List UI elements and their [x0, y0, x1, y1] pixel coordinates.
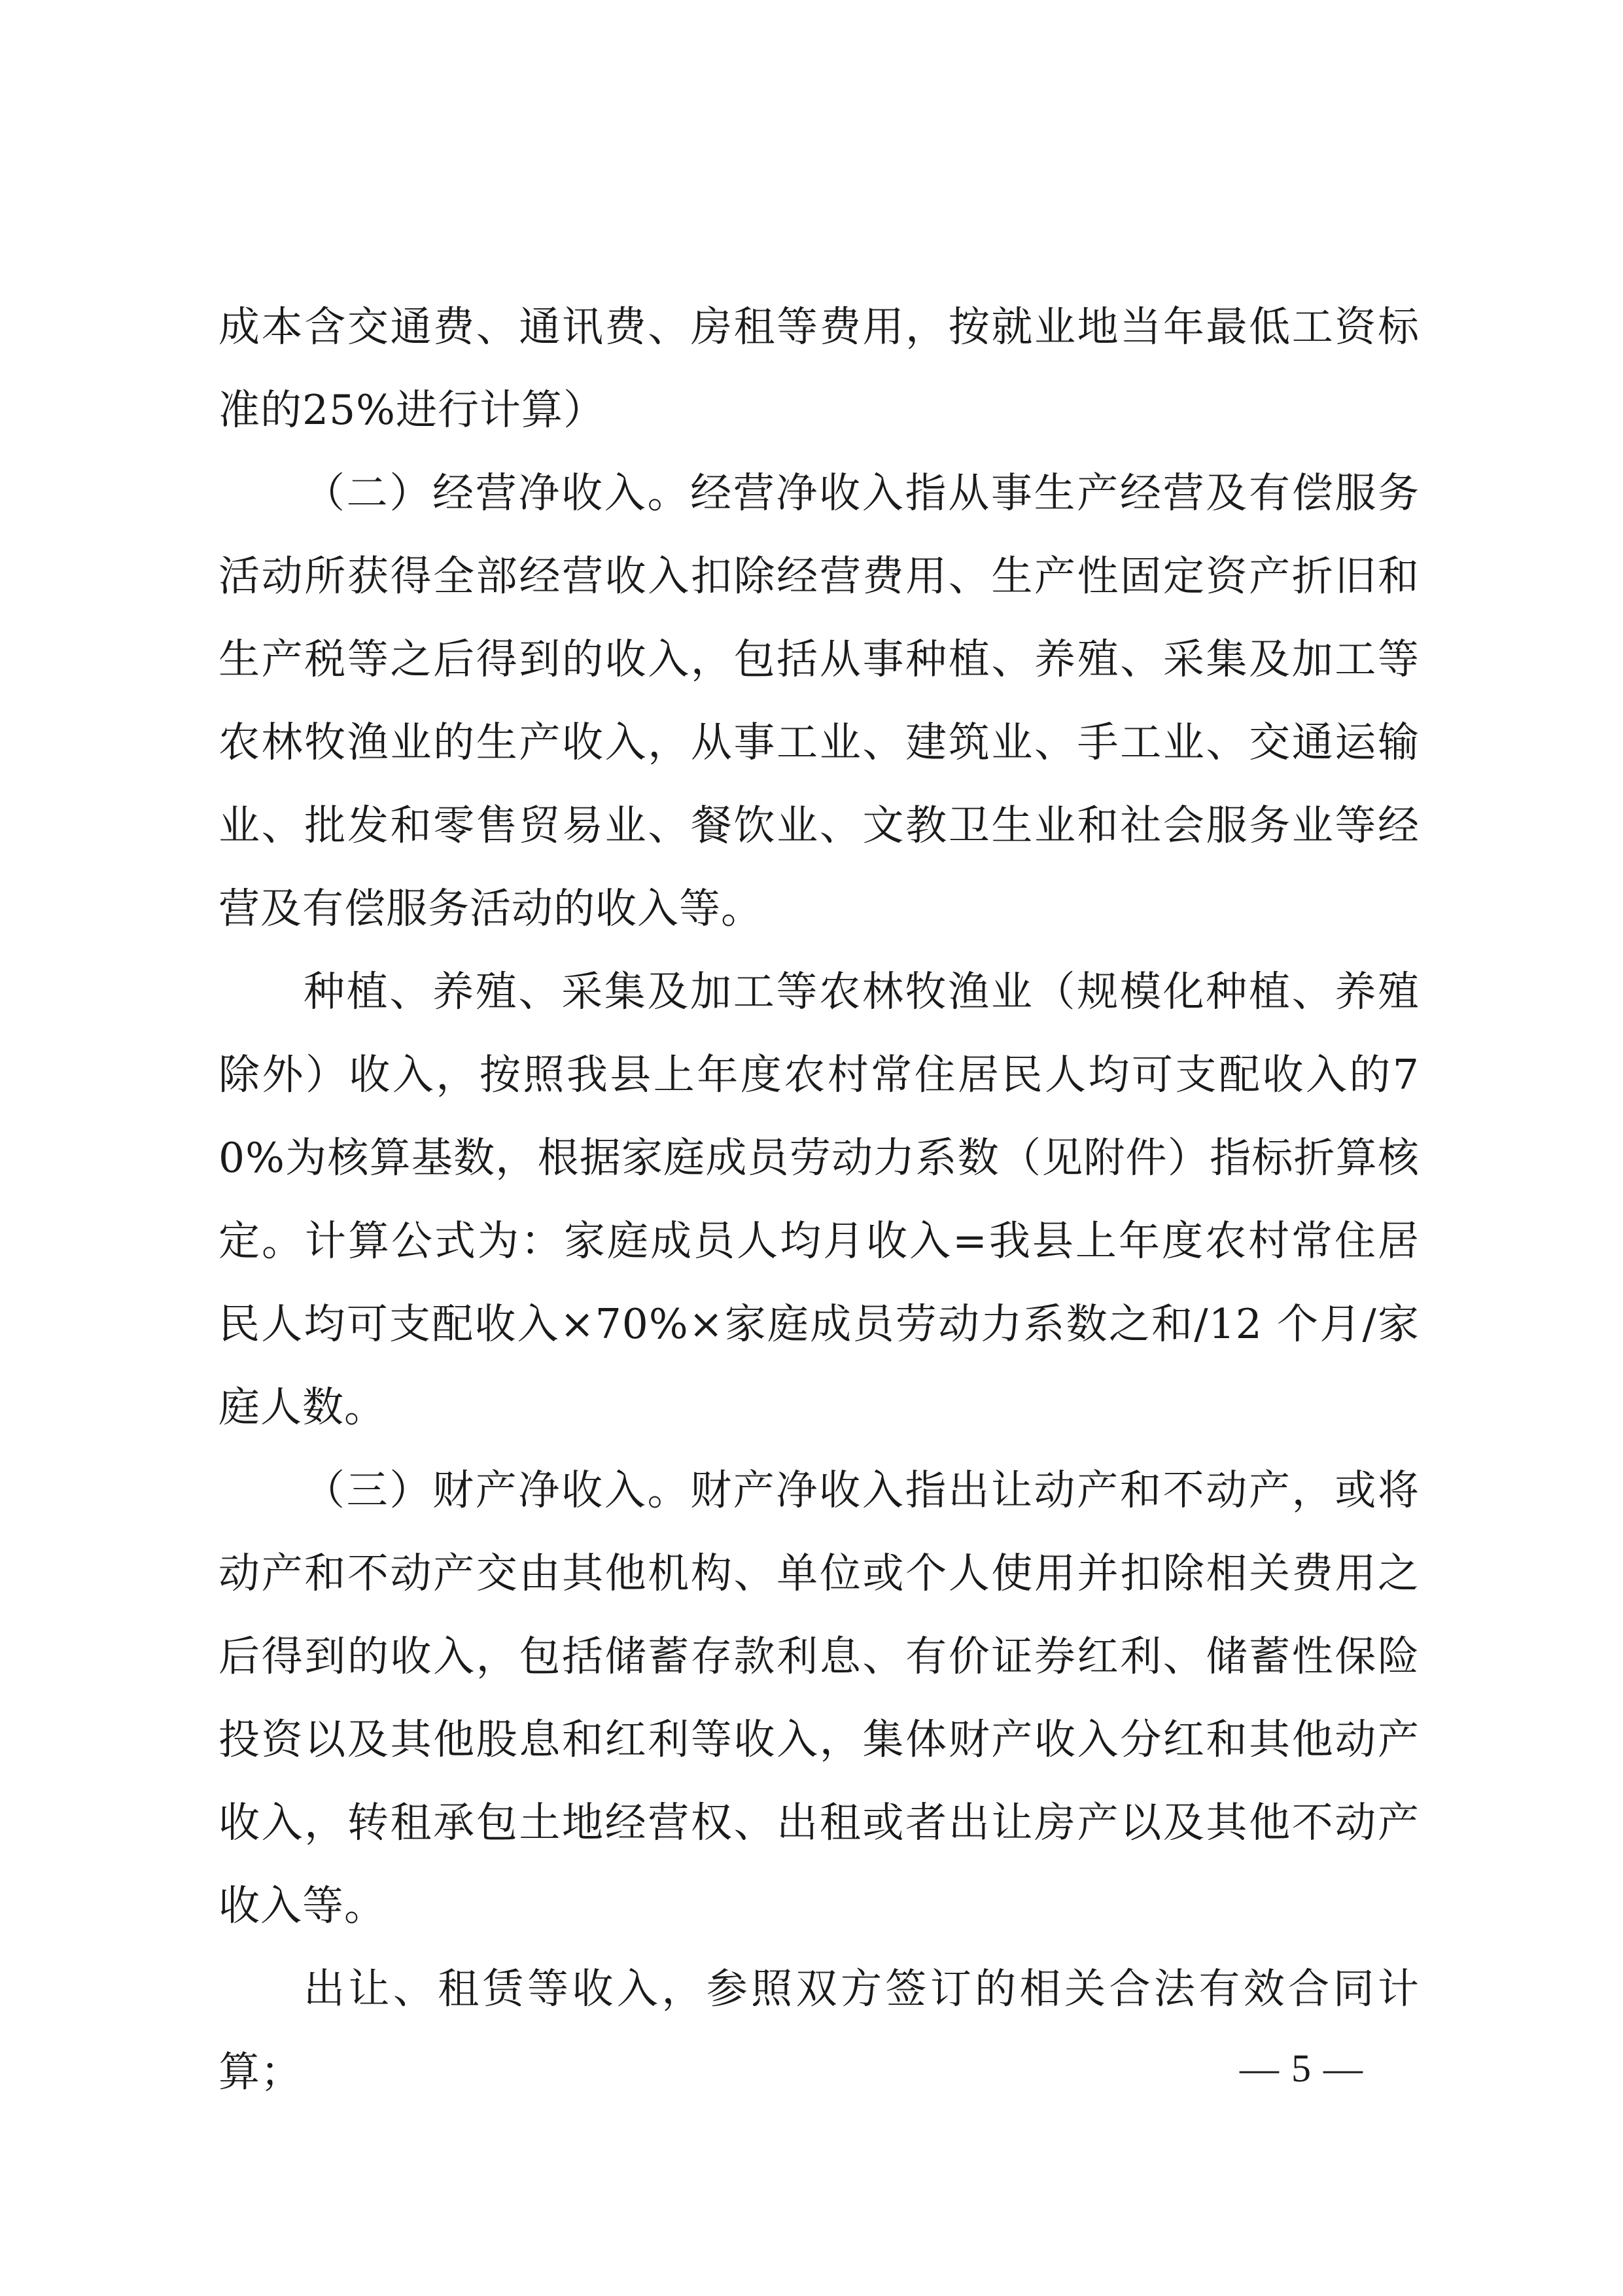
body-text — [218, 285, 1420, 2113]
paragraph-continuation: 成本含交通费、通讯费、房租等费用，按就业地当年最低工资标准的25%进行计算） — [218, 303, 1420, 434]
paragraph-operating-income: （二）经营净收入。经营净收入指从事生产经营及有偿服务活动所获得全部经营收入扣除经营费用、生产性固定资产折旧和生产税等之后得到的收入，包括从事种植、养殖、采集及加工等农林牧渔业的生产收入，从事工业、建筑业、手工业、交通运输业、批发和零售贸易业、餐饮业、文教卫生业和社会服务业等经营及有偿服务活动的收入等。 — [218, 469, 1420, 932]
paragraph-lease-income: 出让、租赁等收入，参照双方签订的相关合法有效合同计算； — [218, 1965, 1420, 2096]
page-number: — 5 — — [1240, 2047, 1364, 2090]
paragraph-property-income: （三）财产净收入。财产净收入指出让动产和不动产，或将动产和不动产交由其他机构、单位或个人使用并扣除相关费用之后得到的收入，包括储蓄存款利息、有价证券红利、储蓄性保险投资以及其他股息和红利等收入，集体财产收入分红和其他动产收入，转租承包土地经营权、出租或者出让房产以及其他不动产收入等。 — [218, 1466, 1420, 1930]
paragraph-agriculture-formula: 种植、养殖、采集及加工等农林牧渔业（规模化种植、养殖除外）收入，按照我县上年度农村常住居民人均可支配收入的70%为核算基数，根据家庭成员劳动力系数（见附件）指标折算核定。计算公式为：家庭成员人均月收入=我县上年度农村常住居民人均可支配收入×70%×家庭成员劳动力系数之和/12 个月/家庭人数。 — [218, 968, 1420, 1431]
